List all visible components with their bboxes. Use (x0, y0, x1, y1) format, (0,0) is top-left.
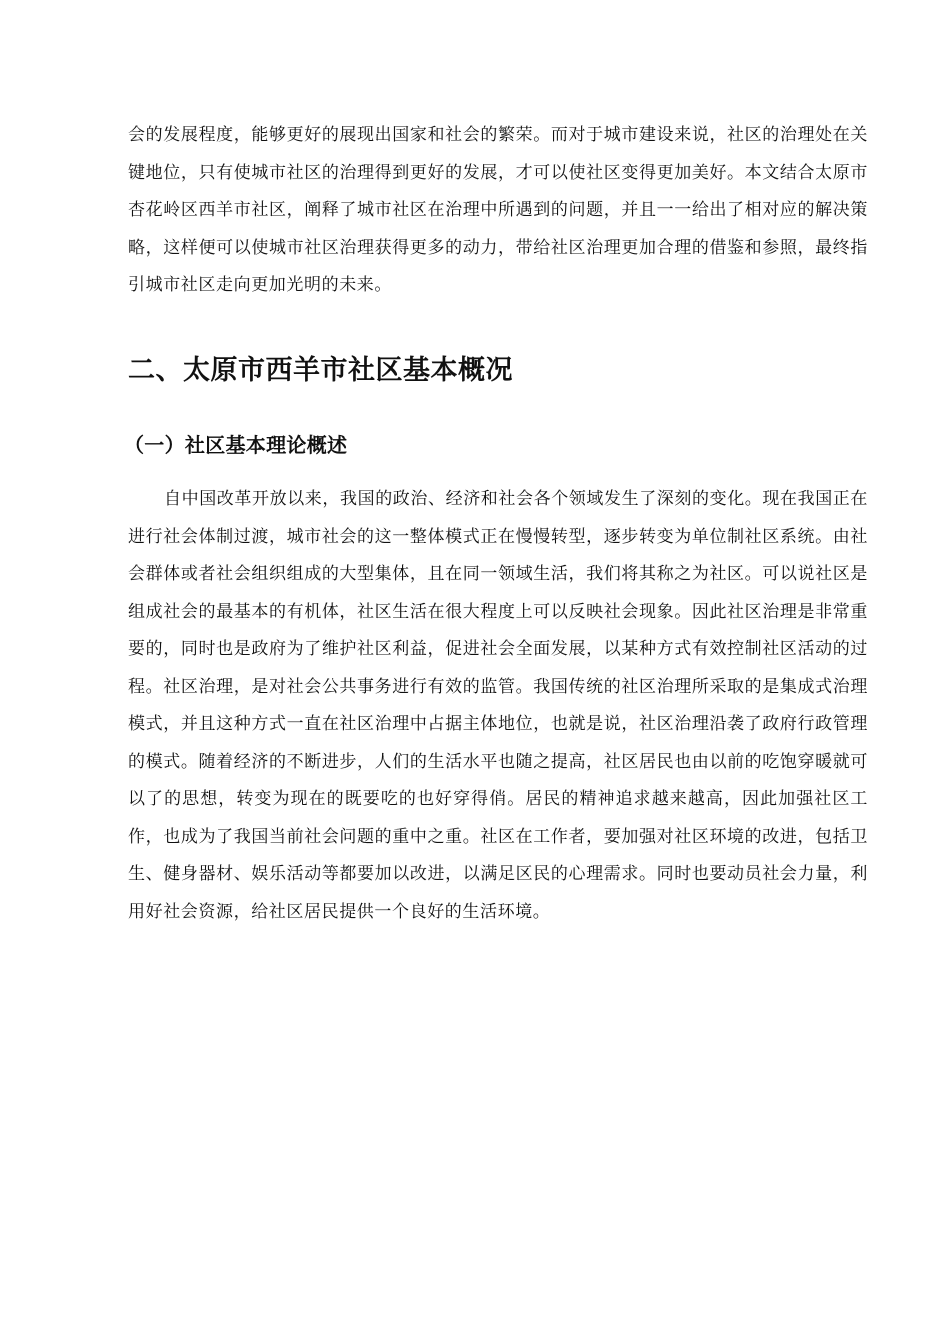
subsection-heading: （一）社区基本理论概述 (124, 433, 348, 457)
intro-paragraph: 会的发展程度，能够更好的展现出国家和社会的繁荣。而对于城市建设来说，社区的治理处在关键地位，只有使城市社区的治理得到更好的发展，才可以使社区变得更加美好。本文结合太原市杏花岭区西羊市社区，阐释了城市社区在治理中所遇到的问题，并且一一给出了相对应的解决策略，这样便可以使城市社区治理获得更多的动力，带给社区治理更加合理的借鉴和参照，最终指引城市社区走向更加光明的未来。 (128, 125, 868, 295)
section-heading: 二、太原市西羊市社区基本概况 (128, 355, 513, 386)
body-paragraph: 自中国改革开放以来，我国的政治、经济和社会各个领域发生了深刻的变化。现在我国正在进行社会体制过渡，城市社会的这一整体模式正在慢慢转型，逐步转变为单位制社区系统。由社会群体或者社会组织组成的大型集体，且在同一领域生活，我们将其称之为社区。可以说社区是组成社会的最基本的有机体，社区生活在很大程度上可以反映社会现象。因此社区治理是非常重要的，同时也是政府为了维护社区利益，促进社会全面发展，以某种方式有效控制社区活动的过程。社区治理，是对社会公共事务进行有效的监管。我国传统的社区治理所采取的是集成式治理模式，并且这种方式一直在社区治理中占据主体地位，也就是说，社区治理沿袭了政府行政管理的模式。随着经济的不断进步，人们的生活水平也随之提高，社区居民也由以前的吃饱穿暖就可以了的思想，转变为现在的既要吃的也好穿得俏。居民的精神追求越来越高，因此加强社区工作，也成为了我国当前社会问题的重中之重。社区在工作者，要加强对社区环境的改进，包括卫生、健身器材、娱乐活动等都要加以改进，以满足区民的心理需求。同时也要动员社会力量，利用好社会资源，给社区居民提供一个良好的生活环境。 (128, 489, 868, 922)
